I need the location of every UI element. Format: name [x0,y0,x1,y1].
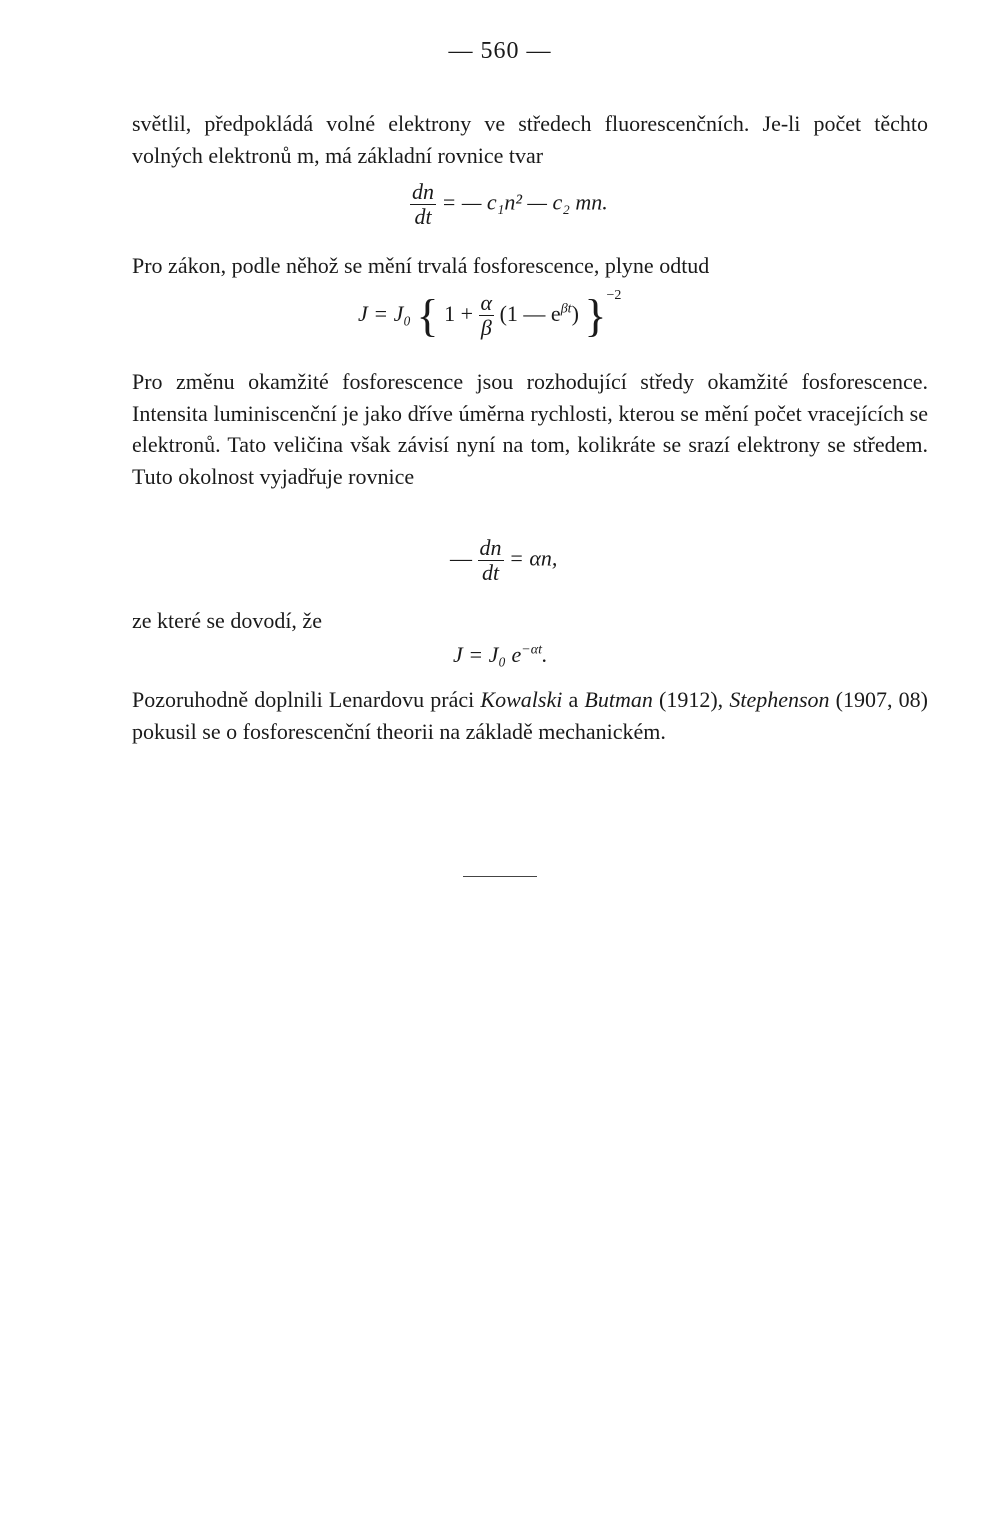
equation-3-rhs: = αn, [509,545,558,571]
equation-2-close: ) [571,301,579,326]
p5-mid: (1912), [652,687,730,712]
paragraph-1: světlil, předpokládá volné elektrony ve středech fluorescenčních. Je-li počet těchto volných elektronů m, má základní rovnice tvar [132,111,928,168]
fraction-dn-dt: $\frac{dn}{dt}$ [412,179,434,229]
page-number: — 560 — [448,38,552,64]
equation-4-exponent: −αt [521,642,542,658]
p5-and: a [562,687,585,712]
paragraph-3: Pro změnu okamžité fosforescence jsou rozhodující středy okamžité fosforescence. Intensita luminiscenční je jako dříve úměrna rychlosti, kterou se mění počet vracejících se elektronů. Tato veličina však závisí nyní na tom, kolikráte se srazí elektrony se středem. Tuto okolnost vyjadřuje rovnice [132,369,928,489]
author-stephenson: Stephenson [729,687,830,712]
equation-2 [358,288,621,340]
fraction-dn-dt-2: $\frac{dn}{dt}$ [479,535,502,585]
equation-2-lhs: J = J₀ [358,301,412,326]
right-brace: } [584,289,607,341]
equation-1-rhs: = — c₁n² — c₂ mn. [441,189,608,215]
fraction-alpha-beta: $\frac{\alpha}{\beta}$ [480,290,493,341]
author-kowalski: Kowalski [480,687,563,712]
equation-3-minus: — [450,545,472,571]
paragraph-2: Pro zákon, podle něhož se mění trvalá fosforescence, plyne odtud [132,253,710,278]
equation-4-lhs: J = J₀ e [453,642,522,667]
equation-4-end: . [541,642,548,667]
left-brace: { [416,289,439,341]
paragraph-5 [132,684,928,747]
equation-4 [453,642,547,668]
author-butman: Butman [584,687,653,712]
section-divider [463,876,537,877]
equation-2-exponent: βt [560,301,572,317]
equation-2-outer-exponent: −2 [606,288,622,303]
equation-1 [410,180,608,229]
p5-start: Pozoruhodně doplnili Lenardovu práci [132,687,481,712]
equation-2-paren: (1 — e [499,301,561,326]
equation-2-one-plus: 1 + [444,301,474,326]
paragraph-4: ze které se dovodí, že [132,608,322,633]
equation-3 [450,536,557,585]
p5-end: (1907, 08) pokusil se o fosforescenční theorii na základě mechanickém. [132,687,928,744]
